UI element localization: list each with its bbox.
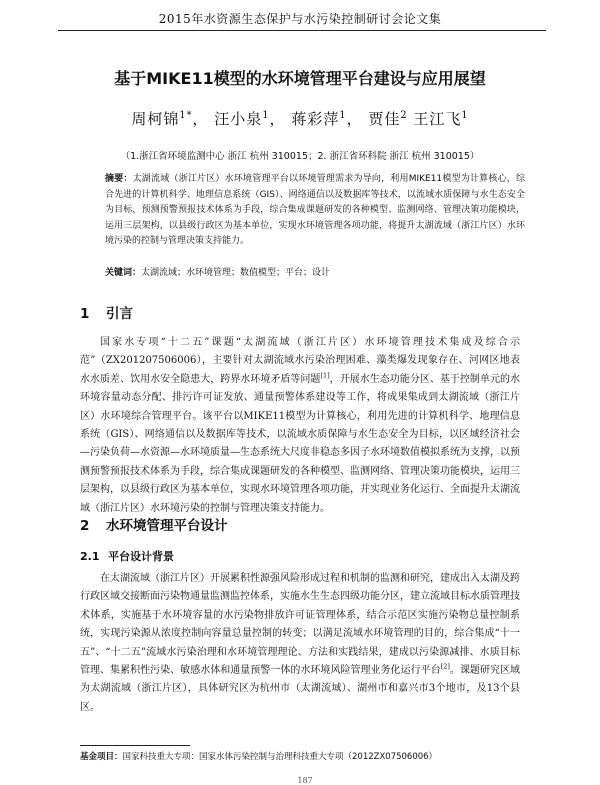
paragraph-text: 在太湖流域（浙江片区）开展累积性源强风险形成过程和机制的监测和研究，建成出入太湖及跨行政区域交接断面污染物通量监测监控体系，实施水生生态四级功能分区，建立流域目标水质管理技术体系，实施基于水环境容量的水污染物排放许可证管理体系，结合示范区实施污染物总量控制系统，实现污染源从浓度控制向容量总量控制的转变；以满足流域水环境管理的目的，综合集成“十一五”、“十二五”流域水污染治理和水环境管理理论、方法和实践结果，建成以污染源减排、水质目标管理、集累积性污染、敏感水体和通量预警一体的水环境风险管理业务化运行平台: [80, 573, 520, 677]
section-heading-platform-design: [80, 514, 228, 534]
author-mark: 1: [339, 110, 347, 121]
author-separator: ，: [346, 110, 363, 128]
header-rule: [58, 30, 546, 31]
citation: [2]: [440, 662, 450, 671]
author-separator: ，: [269, 110, 286, 128]
author-name: 汪小泉: [214, 110, 263, 128]
paragraph-text: 。课题研究区域为太湖流域（浙江片区），具体研究区为杭州市（太湖流域）、湖州市和嘉兴市3个地市，及13个县区。: [80, 665, 521, 713]
author-name: 周柯锦: [131, 110, 180, 128]
subsection-number: 2.1: [80, 550, 100, 563]
footnote-text: 国家科技重大专项：国家水体污染控制与治理科技重大专项（2012ZX07506006）: [122, 752, 438, 762]
section-number: 1: [80, 306, 90, 322]
body-paragraph: [80, 570, 520, 717]
abstract-label: 摘要：: [105, 174, 133, 184]
author-name: 贾佳: [368, 110, 401, 128]
body-paragraph: [80, 334, 520, 518]
paragraph-text: ，开展水生态功能分区、基于控制单元的水环境容量动态分配、排污许可证发放、通量预警体系建设等工作，将成果集成到太湖流域（浙江片区）水环境综合管理平台。该平台以MIKE11模型为计算核心，利用先进的计算机科学、地理信息系统（GIS）、网络通信以及数据库等技术，以流域水质保障与水生态安全为目标，以区域经济社会—污染负荷—水资源—水环境质量—生态系统大尺度非稳态多因子水环境数值模拟系统为支撑，以预测预警预报技术体系为手段，综合集成课题研发的各种模型、监测网络、管理决策功能模块，运用三层架构，以县级行政区为基本单位，实现水环境管理各项功能，并实现业务化运行、全面提升太湖流域（浙江片区）水环境污染的控制与管理决策支持能力。: [80, 373, 521, 514]
keywords-text: 太湖流域；水环境管理；数值模型；平台；设计: [141, 268, 331, 278]
footnote-rule: [80, 745, 190, 746]
paragraph-text: 国家水专项“十二五”课题“太湖流域（浙江片区）水环境管理技术集成及综合示范”（ZX201207506006），主要针对太湖流域水污染治理困难、藻类爆发现象存在、河网区地表水水质差、饮用水安全隐患大，跨界水环境矛盾等问题: [80, 337, 520, 385]
running-header: 2015年水资源生态保护与水污染控制研讨会论文集: [158, 12, 442, 26]
paper-title: 基于MIKE11模型的水环境管理平台建设与应用展望: [114, 69, 486, 88]
author-mark: 1: [262, 110, 270, 121]
author-list: [40, 108, 560, 129]
author-name: 蒋彩萍: [291, 110, 340, 128]
affiliation: （1.浙江省环境监测中心 浙江 杭州 310015；2. 浙江省环科院 浙江 杭州 310015）: [120, 151, 480, 162]
author-mark: 1: [461, 110, 469, 121]
author-mark: 1*: [179, 110, 193, 121]
abstract: [105, 172, 525, 250]
subsection-title: 平台设计背景: [108, 550, 174, 563]
section-title: 水环境管理平台设计: [106, 518, 228, 534]
page-number: 187: [297, 776, 313, 785]
section-heading-introduction: [80, 302, 133, 322]
author-separator: ，: [192, 110, 209, 128]
footnote-label: 基金项目：: [80, 752, 123, 762]
abstract-text: 太湖流域（浙江片区）水环境管理平台以环境管理需求为导向，利用MIKE11模型为计算核心，综合先进的计算机科学、地理信息系统（GIS）、网络通信以及数据库等技术，以流域水质保障与水生态安全为目标，预测预警预报技术体系为手段，综合集成课题研发的各种模型、监测网络、管理决策功能模块，运用三层架构，以县级行政区为基本单位，实现水环境管理各项功能，将提升太湖流域（浙江片区）水环境污染的控制与管理决策支持能力。: [105, 174, 525, 247]
section-title: 引言: [106, 306, 133, 322]
keywords: [105, 265, 525, 278]
author-mark: 2: [400, 110, 408, 121]
section-number: 2: [80, 518, 90, 534]
footnote: [80, 750, 540, 762]
citation: [1]: [320, 371, 330, 380]
subsection-heading: [80, 548, 174, 564]
keywords-label: 关键词：: [105, 268, 142, 278]
author-name: 王江飞: [413, 110, 462, 128]
